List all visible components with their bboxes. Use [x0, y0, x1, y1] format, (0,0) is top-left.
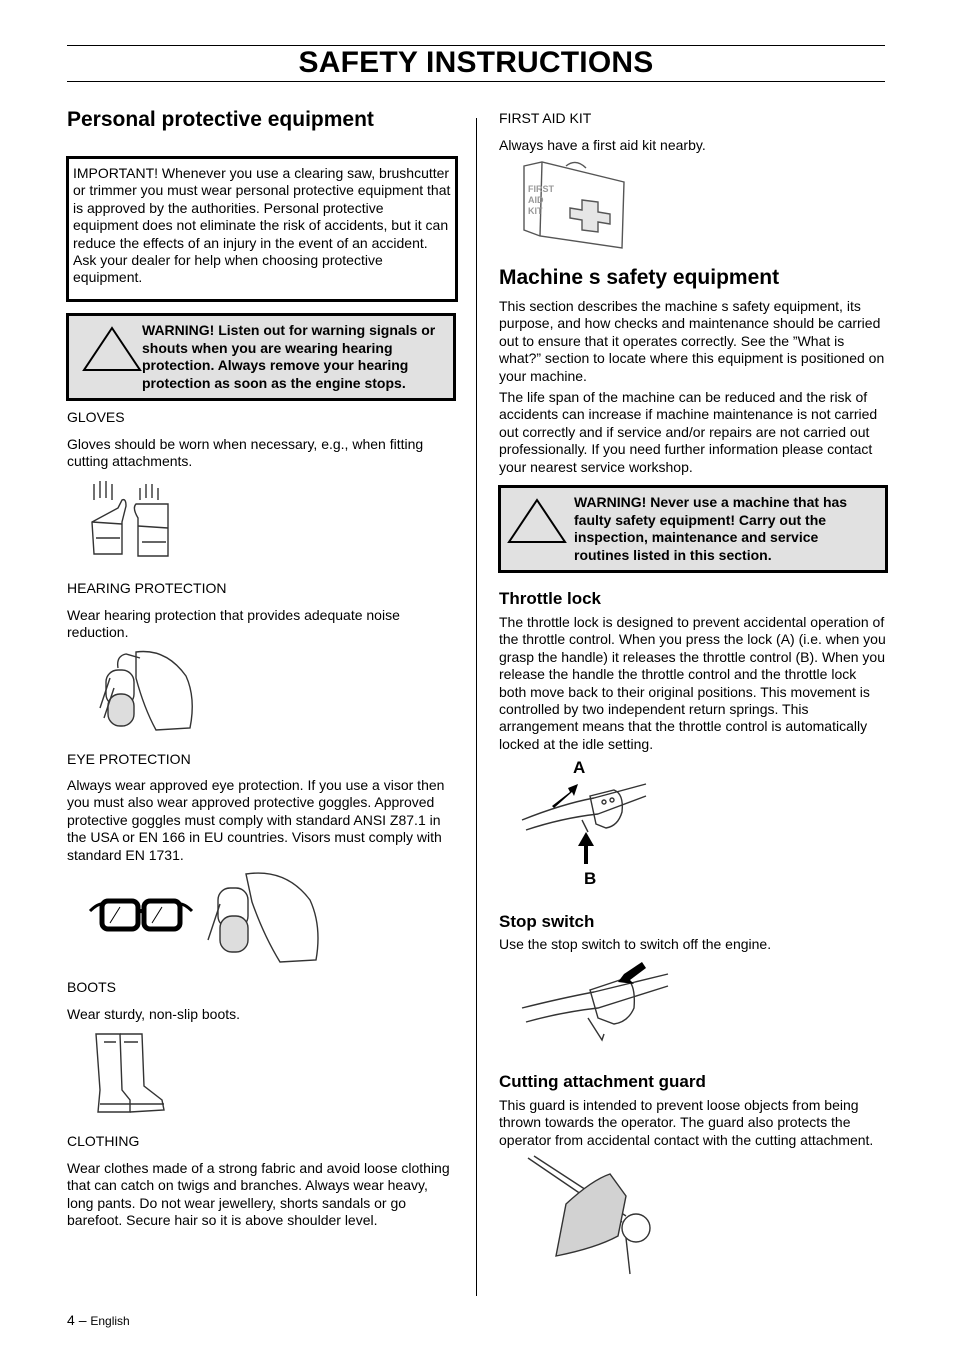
clothing-text: Wear clothes made of a strong fabric and avoid loose clothing that can catch on twigs and branches. Always wear heavy, long pants. Do not wear jewellery, shorts sandals or go barefoot. Secure hair so it is above shoulder level.	[67, 1160, 450, 1229]
boots-icon	[90, 1030, 170, 1116]
stop-switch-diagram	[522, 958, 672, 1054]
clothing-label: CLOTHING	[67, 1133, 140, 1149]
firstaid-text: Always have a first aid kit nearby.	[499, 137, 706, 153]
goggles-icon	[90, 897, 192, 931]
guard-text: This guard is intended to prevent loose objects from being thrown towards the operator. The guard also protects the operator from accidental contact with the cutting attachment.	[499, 1097, 874, 1148]
hearing-warning-box	[66, 313, 456, 401]
footer-dash: –	[78, 1312, 87, 1328]
hearing-label: HEARING PROTECTION	[67, 580, 227, 596]
visor-helmet-icon	[206, 868, 322, 962]
throttle-label-a: A	[573, 758, 586, 777]
cutting-guard-diagram	[526, 1156, 666, 1280]
ear-muffs-visor-icon	[96, 648, 196, 732]
page-footer	[67, 1312, 130, 1328]
throttle-label-b: B	[584, 869, 597, 888]
gloves-text: Gloves should be worn when necessary, e.g., when fitting cutting attachments.	[67, 436, 424, 470]
first-aid-kit-icon	[522, 160, 626, 250]
machine-paragraph-2: The life span of the machine can be reduced and the risk of accidents can increase if machine maintenance is not carried out correctly and if service and/or repairs are not carried out professionally. If you need further information please contact your nearest service workshop.	[499, 389, 878, 475]
machine-warning-box	[498, 485, 888, 573]
throttle-text: The throttle lock is designed to prevent accidental operation of the throttle control. When you press the lock (A) (i.e. when you grasp the handle) it releases the throttle control (B). When you release the handle the throttle control and the throttle lock both move back to their original positions. This movement is controlled by two independent return springs. This arrangement means that the throttle control is automatically locked at the idle setting.	[499, 614, 886, 752]
warning-triangle-icon	[507, 498, 567, 544]
page-number: 4	[67, 1312, 75, 1328]
page-title: SAFETY INSTRUCTIONS	[298, 46, 654, 79]
machine-heading: Machine s safety equipment	[499, 266, 780, 289]
kit-text-kit: KIT	[528, 206, 543, 216]
throttle-heading: Throttle lock	[499, 589, 602, 608]
ppe-heading: Personal protective equipment	[67, 108, 374, 131]
machine-warning-text: WARNING! Never use a machine that has faulty safety equipment! Carry out the inspection, maintenance and service routines listed in this section.	[574, 494, 848, 563]
eye-label: EYE PROTECTION	[67, 751, 191, 767]
gloves-icon	[88, 478, 178, 560]
guard-heading: Cutting attachment guard	[499, 1072, 706, 1091]
boots-text: Wear sturdy, non-slip boots.	[67, 1006, 241, 1022]
header-rule-bottom	[67, 81, 885, 82]
machine-paragraph-1: This section describes the machine s safety equipment, its purpose, and how checks and maintenance should be carried out to ensure that it operates correctly. See the ”What is what?” section to locate where this equipment is positioned on your machine.	[499, 298, 885, 384]
gloves-label: GLOVES	[67, 409, 125, 425]
column-divider	[476, 118, 477, 1296]
important-notice: IMPORTANT! Whenever you use a clearing saw, brushcutter or trimmer you must wear personal protective equipment that is approved by the authorities. Personal protective equipment does not eliminate the risk of accidents, but it can reduce the effects of an injury in the event of an accident. Ask your dealer for help when choosing protective equipment.	[66, 156, 458, 302]
warning-triangle-icon	[82, 326, 142, 372]
kit-text-first: FIRST	[528, 184, 554, 194]
throttle-lock-diagram	[522, 770, 652, 880]
boots-label: BOOTS	[67, 979, 117, 995]
stop-heading: Stop switch	[499, 912, 595, 931]
stop-text: Use the stop switch to switch off the engine.	[499, 936, 772, 952]
hearing-text: Wear hearing protection that provides adequate noise reduction.	[67, 607, 400, 641]
hearing-warning-text: WARNING! Listen out for warning signals or shouts when you are wearing hearing protection. Always remove your hearing protection as soon as the engine stops.	[142, 322, 436, 391]
kit-text-aid: AID	[528, 195, 544, 205]
eye-text: Always wear approved eye protection. If you use a visor then you must also wear approved protective goggles. Approved protective goggles must comply with standard ANSI Z87.1 in the USA or EN 166 in EU countries. Visors must comply with standard EN 1731.	[67, 777, 445, 863]
firstaid-label: FIRST AID KIT	[499, 110, 592, 126]
footer-language: English	[90, 1314, 130, 1328]
